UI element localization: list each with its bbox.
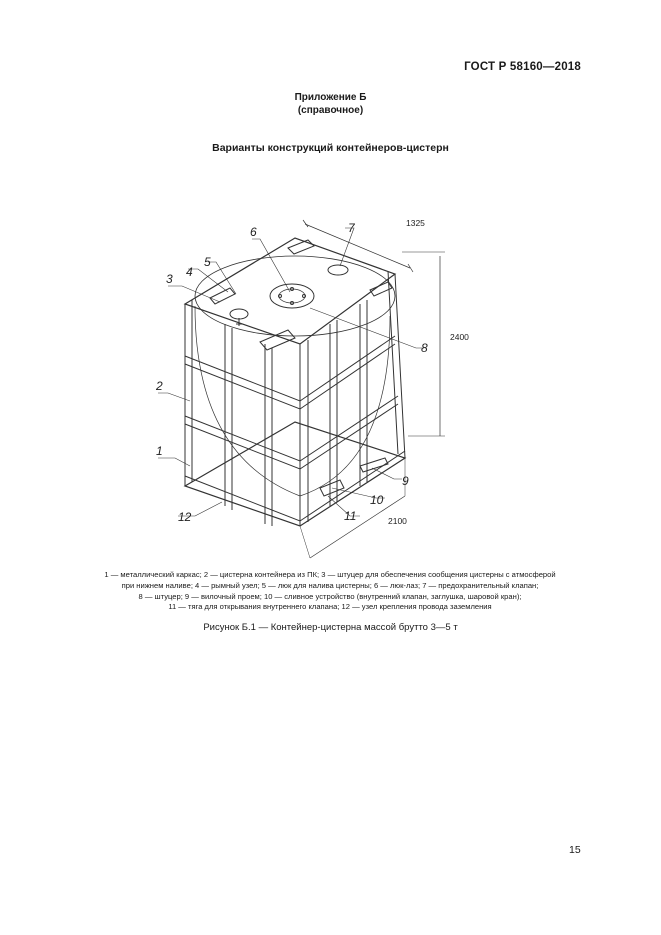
section-title: Варианты конструкций контейнеров-цистерн (212, 142, 449, 154)
callout-7: 7 (348, 221, 355, 235)
callout-4: 4 (186, 265, 193, 279)
legend-line: при нижнем наливе; 4 — рымный узел; 5 — люк для налива цистерны; 6 — люк-лаз; 7 — предохранительный клапан; (121, 580, 539, 590)
page-number: 15 (569, 844, 581, 856)
figure-caption: Рисунок Б.1 — Контейнер-цистерна массой брутто 3—5 т (203, 622, 458, 633)
callout-8: 8 (421, 341, 428, 355)
figure-legend (20, 570, 640, 613)
callout-2: 2 (156, 379, 163, 393)
callout-1: 1 (156, 444, 163, 458)
appendix-heading (0, 91, 661, 117)
callout-10: 10 (370, 493, 384, 507)
dimension-height: 2400 (450, 332, 469, 342)
legend-line: 11 — тяга для открывания внутреннего клапана; 12 — узел крепления провода заземления (168, 602, 492, 612)
dimension-width: 1325 (406, 218, 425, 228)
callout-6: 6 (250, 225, 257, 239)
callout-3: 3 (166, 272, 173, 286)
callout-12: 12 (178, 510, 192, 524)
appendix-title: Приложение Б (294, 92, 367, 103)
tank-container-drawing (140, 196, 470, 566)
legend-line: 8 — штуцер; 9 — вилочный проем; 10 — сливное устройство (внутренний клапан, заглушка, шаровой кран); (138, 591, 522, 601)
callout-5: 5 (204, 255, 211, 269)
dimension-length: 2100 (388, 516, 407, 526)
document-standard-header: ГОСТ Р 58160—2018 (464, 61, 581, 73)
legend-line: 1 — металлический каркас; 2 — цистерна контейнера из ПК; 3 — штуцер для обеспечения сообщения цистерны с атмосферой (104, 570, 556, 579)
appendix-subtitle: (справочное) (297, 105, 364, 116)
callout-11: 11 (344, 509, 357, 523)
callout-9: 9 (402, 474, 409, 488)
